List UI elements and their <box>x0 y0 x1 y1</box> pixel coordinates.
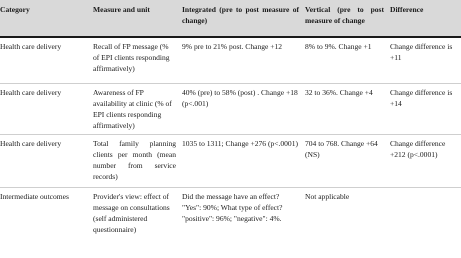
header-integrated: Integrated (pre to post measure of change) <box>179 0 302 36</box>
row3-integrated: 1035 to 1311; Change +276 (p<.0001) <box>179 134 302 187</box>
row4-category: Intermediate outcomes <box>0 187 90 258</box>
row1-category: Health care delivery <box>0 36 90 83</box>
header-category: Category <box>0 0 90 36</box>
row2-difference: Change difference is +14 <box>387 83 461 134</box>
row2-category: Health care delivery <box>0 83 90 134</box>
row1-vertical: 8% to 9%. Change +1 <box>302 36 387 83</box>
row4-difference <box>387 187 461 258</box>
header-vertical: Vertical (pre to post measure of change <box>302 0 387 36</box>
row4-measure: Provider's view: effect of message on consultations (self administered questionnaire) <box>90 187 179 258</box>
row2-measure: Awareness of FP availability at clinic (% of EPI clients responding affirmatively) <box>90 83 179 134</box>
row1-integrated: 9% pre to 21% post. Change +12 <box>179 36 302 83</box>
row3-measure: Total family planning clients per month (mean number from service records) <box>90 134 179 187</box>
row2-vertical: 32 to 36%. Change +4 <box>302 83 387 134</box>
row3-difference: Change difference +212 (p<.0001) <box>387 134 461 187</box>
row4-integrated: Did the message have an effect? "Yes": 90%; What type of effect? "positive": 96%; "negative": 4%. <box>179 187 302 258</box>
row3-vertical: 704 to 768. Change +64 (NS) <box>302 134 387 187</box>
header-measure: Measure and unit <box>90 0 179 36</box>
header-difference: Difference <box>387 0 461 36</box>
row4-vertical: Not applicable <box>302 187 387 258</box>
row1-difference: Change difference is +11 <box>387 36 461 83</box>
row1-measure: Recall of FP message (% of EPI clients responding affirmatively) <box>90 36 179 83</box>
row2-integrated: 40% (pre) to 58% (post) . Change +18 (p<.001) <box>179 83 302 134</box>
row3-category: Health care delivery <box>0 134 90 187</box>
